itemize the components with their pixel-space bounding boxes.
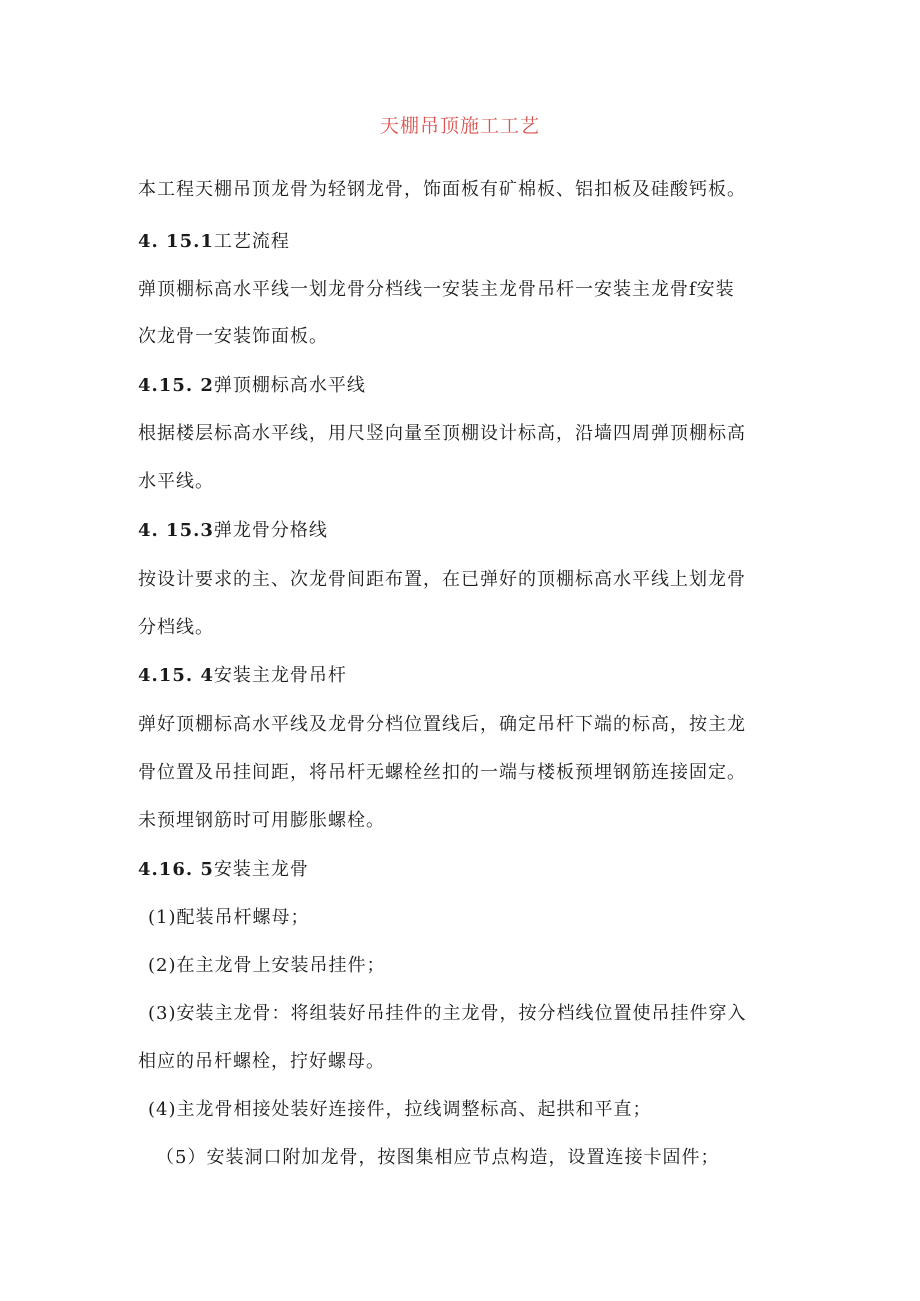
list-item: (1)配装吊杆螺母； (148, 907, 310, 928)
section-title: 工艺流程 (213, 231, 290, 252)
list-item: (3)安装主龙骨：将组装好吊挂件的主龙骨，按分档线位置使吊挂件穿入 (148, 1003, 747, 1024)
document-title: 天棚吊顶施工工艺 (379, 115, 540, 137)
section-number: 4. 15.1 (138, 231, 214, 252)
section-heading-4-15-3 (138, 517, 328, 545)
intro-paragraph: 本工程天棚吊顶龙骨为轻钢龙骨，饰面板有矿棉板、铝扣板及硅酸钙板。 (138, 179, 746, 200)
body-text-line: 弹好顶棚标高水平线及龙骨分档位置线后，确定吊杆下端的标高，按主龙 (138, 714, 746, 735)
body-text-line: 按设计要求的主、次龙骨间距布置，在已弹好的顶棚标高水平线上划龙骨 (138, 569, 746, 590)
section-title: 弹顶棚标高水平线 (213, 375, 366, 396)
body-text-line: 未预埋钢筋时可用膨胀螺栓。 (138, 810, 385, 831)
list-item: (2)在主龙骨上安装吊挂件； (148, 955, 386, 976)
list-item-continuation: 相应的吊杆螺栓，拧好螺母。 (138, 1051, 385, 1072)
body-text-line: 分档线。 (138, 617, 214, 638)
section-number: 4.15. 4 (138, 665, 214, 686)
section-number: 4. 15.3 (138, 520, 214, 541)
body-text-line: 水平线。 (138, 471, 214, 492)
section-title: 安装主龙骨吊杆 (213, 665, 347, 686)
section-title: 安装主龙骨 (213, 859, 309, 880)
section-number: 4.15. 2 (138, 375, 214, 396)
body-text-line: 弹顶棚标高水平线一划龙骨分档线一安装主龙骨吊杆一安装主龙骨f安装 (138, 279, 735, 300)
body-text-line: 次龙骨一安装饰面板。 (138, 326, 328, 347)
section-heading-4-15-2 (138, 372, 366, 400)
section-heading-4-15-1 (138, 228, 290, 256)
list-item: (4)主龙骨相接处装好连接件，拉线调整标高、起拱和平直； (148, 1099, 652, 1120)
body-text-line: 根据楼层标高水平线，用尺竖向量至顶棚设计标高，沿墙四周弹顶棚标高 (138, 423, 746, 444)
section-heading-4-16-5 (138, 856, 309, 884)
list-item: （5）安装洞口附加龙骨，按图集相应节点构造，设置连接卡固件； (156, 1147, 720, 1168)
section-title: 弹龙骨分格线 (213, 520, 328, 541)
section-heading-4-15-4 (138, 662, 347, 690)
body-text-line: 骨位置及吊挂间距，将吊杆无螺栓丝扣的一端与楼板预埋钢筋连接固定。 (138, 762, 746, 783)
section-number: 4.16. 5 (138, 859, 214, 880)
